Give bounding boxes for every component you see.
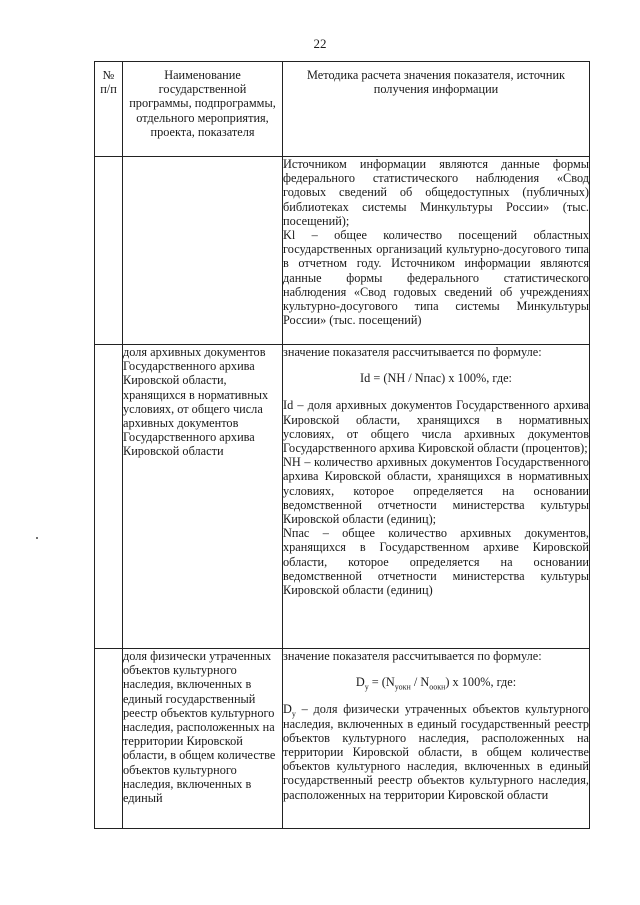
row-method (283, 157, 590, 345)
row-num (95, 157, 123, 345)
method-formula: Id = (NH / Nпас) x 100%, где: (360, 371, 512, 386)
method-text: – доля физически утраченных объектов культурного наследия, включенных в единый государственный реестр объектов культурного наследия, расположенных на территории Кировской области, в общем количестве объектов культурного наследия, включенных в единый государственный реестр объектов культурного наследия, расположенных на территории Кировской области (283, 702, 589, 802)
header-name: Наименование государственной программы, подпрограммы, отдельного мероприятия, проекта, показателя (123, 62, 283, 157)
method-paragraph: Kl – общее количество посещений областных государственных организаций культурно-досугового типа в отчетном году. Источником информации являются данные формы федерального статистического наблюдения «Свод годовых сведений об учреждениях культурно-досугового типа системы Минкультуры России» (тыс. посещений) (283, 228, 589, 328)
method-lead-sub: у (291, 709, 296, 719)
formula-n2-sub: оокн (429, 682, 446, 692)
row-name: доля физически утраченных объектов культурного наследия, включенных в единый государственный реестр объектов культурного наследия, расположенных на территории Кировской области, в общем количестве объектов культурного наследия, включенных в единый (123, 649, 283, 829)
method-paragraph (283, 702, 589, 801)
method-formula (283, 675, 589, 692)
header-method: Методика расчета значения показателя, источник получения информации (283, 62, 590, 157)
method-intro: значение показателя рассчитывается по формуле: (283, 345, 542, 359)
method-paragraph: Nпас – общее количество архивных документов, хранящихся в Государственном архиве Кировской области, которое определяется на основании ведомственной отчетности министерства культуры Кировской области (единиц) (283, 526, 589, 598)
formula-open: = (N (368, 675, 395, 690)
table-row (95, 649, 590, 829)
formula-mid: / N (410, 675, 430, 690)
row-method (283, 649, 590, 829)
method-intro: значение показателя рассчитывается по формуле: (283, 649, 542, 663)
method-paragraph: NH – количество архивных документов Государственного архива Кировской области, хранящихся в нормативных условиях, которое определяется на основании ведомственной отчетности министерства культуры Кировской области (единиц); (283, 455, 589, 527)
table-header-row (95, 62, 590, 157)
row-name: доля архивных документов Государственного архива Кировской области, хранящихся в нормативных условиях, от общего числа архивных документов Государственного архива Кировской области (123, 345, 283, 649)
row-method (283, 345, 590, 649)
method-paragraph: Источником информации являются данные формы федерального статистического наблюдения «Свод годовых сведений об общедоступных (публичных) библиотеках системы Минкультуры России» (тыс. посещений); (283, 157, 589, 228)
header-num: № п/п (95, 62, 123, 157)
scan-speck (36, 537, 38, 539)
table-row (95, 157, 590, 345)
row-num (95, 345, 123, 649)
formula-close: ) x 100%, где: (445, 675, 517, 690)
method-lead: D (283, 702, 292, 717)
table-row (95, 345, 590, 649)
row-name (123, 157, 283, 345)
method-paragraph: Id – доля архивных документов Государственного архива Кировской области, хранящихся в нормативных условиях, от общего числа архивных документов Государственного архива Кировской области (процентов); (283, 398, 589, 456)
row-num (95, 649, 123, 829)
formula-d: D (355, 675, 365, 690)
formula-d-sub: у (364, 682, 369, 692)
formula-n1-sub: уокн (394, 682, 411, 692)
indicator-table (94, 61, 590, 829)
page-number: 22 (313, 36, 327, 51)
